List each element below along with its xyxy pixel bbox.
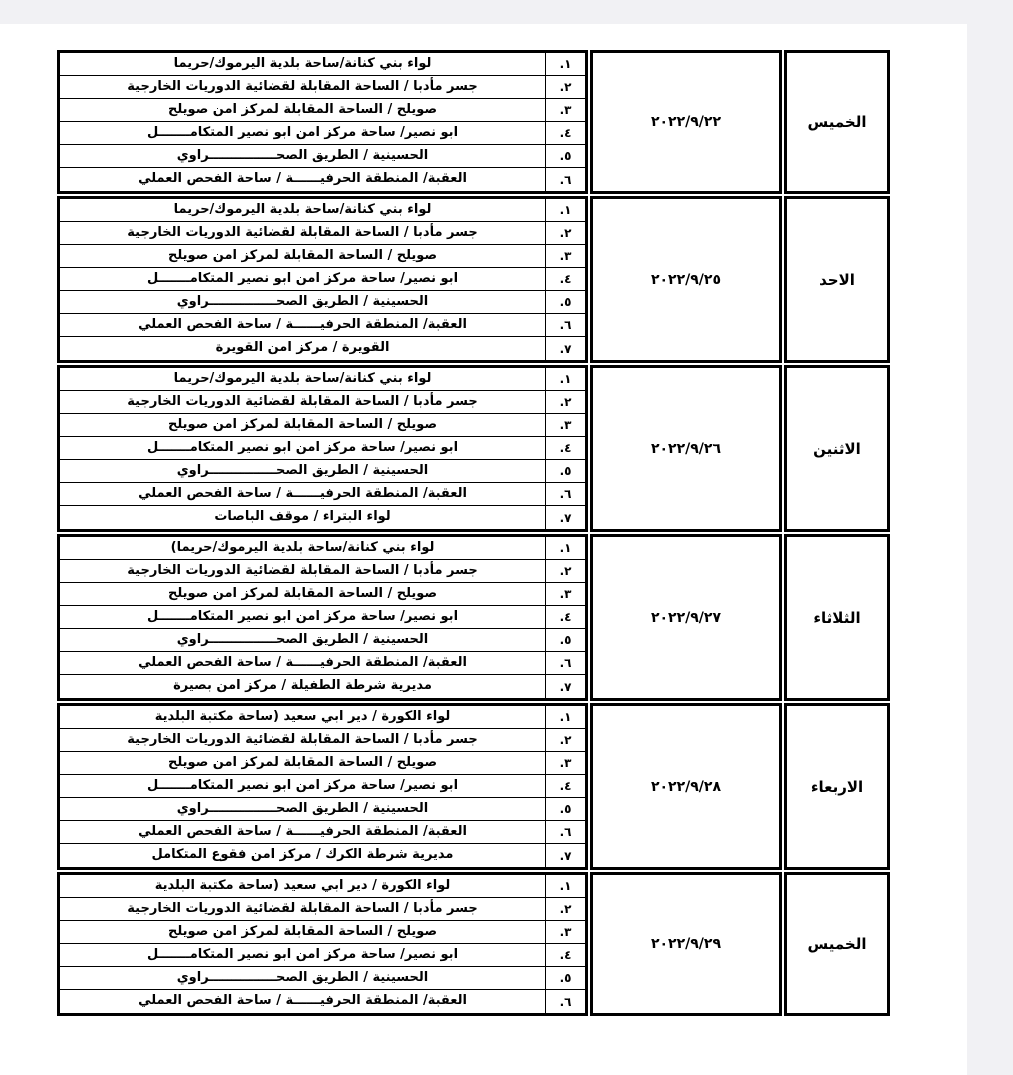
row-number: ٣. (545, 245, 585, 267)
day-cell (784, 872, 890, 1016)
locations-box (57, 365, 588, 532)
location-label: لواء الكورة / دير ابي سعيد (ساحة مكتبة البلدية (154, 708, 451, 724)
row-number: ٧. (545, 844, 585, 867)
row-number: ٢. (545, 391, 585, 413)
day-cell (784, 50, 890, 194)
location-label: العقبة/ المنطقة الحرفيــــــة / ساحة الفحص العملي (138, 485, 467, 501)
row-number: ١. (545, 53, 585, 75)
location-label: جسر مأدبا / الساحة المقابلة لقضائية الدوريات الخارجية (127, 224, 478, 240)
location-row (60, 291, 585, 314)
location-row (60, 245, 585, 268)
row-number: ٦. (545, 652, 585, 674)
location-row (60, 652, 585, 675)
row-number: ٤. (545, 606, 585, 628)
row-number: ٤. (545, 122, 585, 144)
date-value: ٢٠٢٢/٩/٢٩ (650, 936, 722, 952)
location-row (60, 629, 585, 652)
location-label: ابو نصير/ ساحة مركز امن ابو نصير المتكامـــــــل (146, 777, 459, 793)
location-label: الحسينية / الطريق الصحـــــــــــــــراوي (176, 293, 429, 309)
location-label: مديرية شرطة الطفيلة / مركز امن بصيرة (173, 678, 432, 694)
date-cell (590, 872, 782, 1016)
day-cell (784, 365, 890, 532)
location-label: جسر مأدبا / الساحة المقابلة لقضائية الدوريات الخارجية (127, 900, 478, 916)
location-row (60, 752, 585, 775)
location-row (60, 268, 585, 291)
row-number: ٣. (545, 99, 585, 121)
location-label: ابو نصير/ ساحة مركز امن ابو نصير المتكامـــــــل (146, 439, 459, 455)
row-number: ٦. (545, 483, 585, 505)
row-number: ١. (545, 875, 585, 897)
date-cell (590, 196, 782, 363)
day-block (57, 196, 890, 363)
location-row (60, 76, 585, 99)
row-number: ٦. (545, 821, 585, 843)
location-row (60, 437, 585, 460)
location-row (60, 99, 585, 122)
right-gray-band (967, 0, 1013, 1075)
date-value: ٢٠٢٢/٩/٢٢ (650, 114, 722, 130)
location-row (60, 875, 585, 898)
row-number: ٥. (545, 291, 585, 313)
location-label: لواء بني كنانة/ساحة بلدية اليرموك/حريما) (170, 539, 435, 555)
location-row (60, 560, 585, 583)
row-number: ٦. (545, 314, 585, 336)
locations-box (57, 50, 588, 194)
location-label: العقبة/ المنطقة الحرفيــــــة / ساحة الفحص العملي (138, 993, 467, 1009)
date-cell (590, 365, 782, 532)
row-number: ٧. (545, 337, 585, 360)
day-name: الخميس (807, 935, 867, 953)
location-label: العقبة/ المنطقة الحرفيــــــة / ساحة الفحص العملي (138, 654, 467, 670)
location-label: جسر مأدبا / الساحة المقابلة لقضائية الدوريات الخارجية (127, 731, 478, 747)
location-label: جسر مأدبا / الساحة المقابلة لقضائية الدوريات الخارجية (127, 562, 478, 578)
location-row (60, 391, 585, 414)
location-row (60, 314, 585, 337)
location-row (60, 729, 585, 752)
location-label: صويلح / الساحة المقابلة لمركز امن صويلح (167, 923, 438, 939)
location-row (60, 921, 585, 944)
locations-box (57, 872, 588, 1016)
date-value: ٢٠٢٢/٩/٢٨ (650, 778, 722, 795)
day-block (57, 872, 890, 1016)
row-number: ٤. (545, 775, 585, 797)
row-number: ٥. (545, 460, 585, 482)
date-cell (590, 50, 782, 194)
location-row (60, 222, 585, 245)
row-number: ٧. (545, 675, 585, 698)
day-cell (784, 534, 890, 701)
location-label: لواء بني كنانة/ساحة بلدية اليرموك/حريما (173, 370, 432, 386)
row-number: ٦. (545, 990, 585, 1013)
location-label: جسر مأدبا / الساحة المقابلة لقضائية الدوريات الخارجية (127, 78, 478, 94)
location-row (60, 168, 585, 191)
location-label: مديرية شرطة الكرك / مركز امن فقوع المتكامل (151, 847, 454, 863)
row-number: ٤. (545, 268, 585, 290)
location-row (60, 990, 585, 1013)
day-cell (784, 196, 890, 363)
location-row (60, 53, 585, 76)
location-label: الحسينية / الطريق الصحـــــــــــــــراوي (176, 147, 429, 163)
location-label: الحسينية / الطريق الصحـــــــــــــــراوي (176, 631, 429, 647)
date-cell (590, 703, 782, 870)
location-label: الحسينية / الطريق الصحـــــــــــــــراوي (176, 969, 429, 985)
row-number: ٤. (545, 437, 585, 459)
location-label: ابو نصير/ ساحة مركز امن ابو نصير المتكامـــــــل (146, 124, 459, 140)
day-name: الاربعاء (810, 777, 864, 796)
location-row (60, 798, 585, 821)
top-gray-band (0, 0, 1013, 24)
row-number: ٥. (545, 145, 585, 167)
locations-box (57, 703, 588, 870)
location-label: لواء بني كنانة/ساحة بلدية اليرموك/حريما (173, 55, 432, 71)
location-label: العقبة/ المنطقة الحرفيــــــة / ساحة الفحص العملي (138, 316, 467, 332)
row-number: ٣. (545, 752, 585, 774)
location-row (60, 706, 585, 729)
row-number: ٢. (545, 729, 585, 751)
location-row (60, 483, 585, 506)
row-number: ٥. (545, 967, 585, 989)
row-number: ١. (545, 199, 585, 221)
row-number: ٣. (545, 921, 585, 943)
location-label: ابو نصير/ ساحة مركز امن ابو نصير المتكامـــــــل (146, 270, 459, 286)
location-label: لواء الكورة / دير ابي سعيد (ساحة مكتبة البلدية (154, 877, 451, 893)
location-row (60, 122, 585, 145)
location-row (60, 537, 585, 560)
row-number: ١. (545, 706, 585, 728)
row-number: ٣. (545, 583, 585, 605)
location-label: لواء بني كنانة/ساحة بلدية اليرموك/حريما (173, 201, 432, 217)
date-cell (590, 534, 782, 701)
row-number: ٥. (545, 629, 585, 651)
day-name: الخميس (807, 113, 867, 131)
location-row (60, 675, 585, 698)
location-row (60, 414, 585, 437)
location-row (60, 368, 585, 391)
row-number: ١. (545, 537, 585, 559)
row-number: ٥. (545, 798, 585, 820)
location-label: صويلح / الساحة المقابلة لمركز امن صويلح (167, 416, 438, 432)
day-name: الاحد (819, 270, 855, 289)
date-value: ٢٠٢٢/٩/٢٧ (650, 609, 722, 626)
location-label: صويلح / الساحة المقابلة لمركز امن صويلح (167, 754, 438, 770)
location-label: صويلح / الساحة المقابلة لمركز امن صويلح (167, 101, 438, 117)
day-block (57, 365, 890, 532)
row-number: ٢. (545, 898, 585, 920)
location-label: الحسينية / الطريق الصحـــــــــــــــراوي (176, 800, 429, 816)
date-value: ٢٠٢٢/٩/٢٥ (650, 271, 722, 288)
date-value: ٢٠٢٢/٩/٢٦ (650, 440, 722, 457)
location-row (60, 844, 585, 867)
location-row (60, 967, 585, 990)
location-row (60, 337, 585, 360)
day-block (57, 534, 890, 701)
row-number: ٤. (545, 944, 585, 966)
day-block (57, 703, 890, 870)
location-label: ابو نصير/ ساحة مركز امن ابو نصير المتكامـــــــل (146, 946, 459, 962)
location-label: الحسينية / الطريق الصحـــــــــــــــراوي (176, 462, 429, 478)
day-name: الاثنين (813, 439, 861, 458)
row-number: ١. (545, 368, 585, 390)
location-row (60, 606, 585, 629)
patrol-schedule-table (57, 50, 890, 1016)
row-number: ٢. (545, 76, 585, 98)
day-block (57, 50, 890, 194)
location-label: العقبة/ المنطقة الحرفيــــــة / ساحة الفحص العملي (138, 171, 467, 187)
row-number: ٧. (545, 506, 585, 529)
location-row (60, 944, 585, 967)
location-label: جسر مأدبا / الساحة المقابلة لقضائية الدوريات الخارجية (127, 393, 478, 409)
locations-box (57, 534, 588, 701)
location-label: صويلح / الساحة المقابلة لمركز امن صويلح (167, 247, 438, 263)
row-number: ٢. (545, 222, 585, 244)
row-number: ٣. (545, 414, 585, 436)
row-number: ٢. (545, 560, 585, 582)
location-label: صويلح / الساحة المقابلة لمركز امن صويلح (167, 585, 438, 601)
location-row (60, 583, 585, 606)
location-row (60, 145, 585, 168)
day-cell (784, 703, 890, 870)
location-row (60, 898, 585, 921)
location-label: لواء البتراء / موقف الباصات (214, 509, 391, 525)
location-label: ابو نصير/ ساحة مركز امن ابو نصير المتكامـــــــل (146, 608, 459, 624)
location-label: القويرة / مركز امن القويرة (215, 340, 390, 356)
row-number: ٦. (545, 168, 585, 191)
location-row (60, 506, 585, 529)
day-name: الثلاثاء (813, 608, 861, 627)
location-row (60, 460, 585, 483)
location-row (60, 199, 585, 222)
location-row (60, 775, 585, 798)
location-label: العقبة/ المنطقة الحرفيــــــة / ساحة الفحص العملي (138, 823, 467, 839)
locations-box (57, 196, 588, 363)
location-row (60, 821, 585, 844)
